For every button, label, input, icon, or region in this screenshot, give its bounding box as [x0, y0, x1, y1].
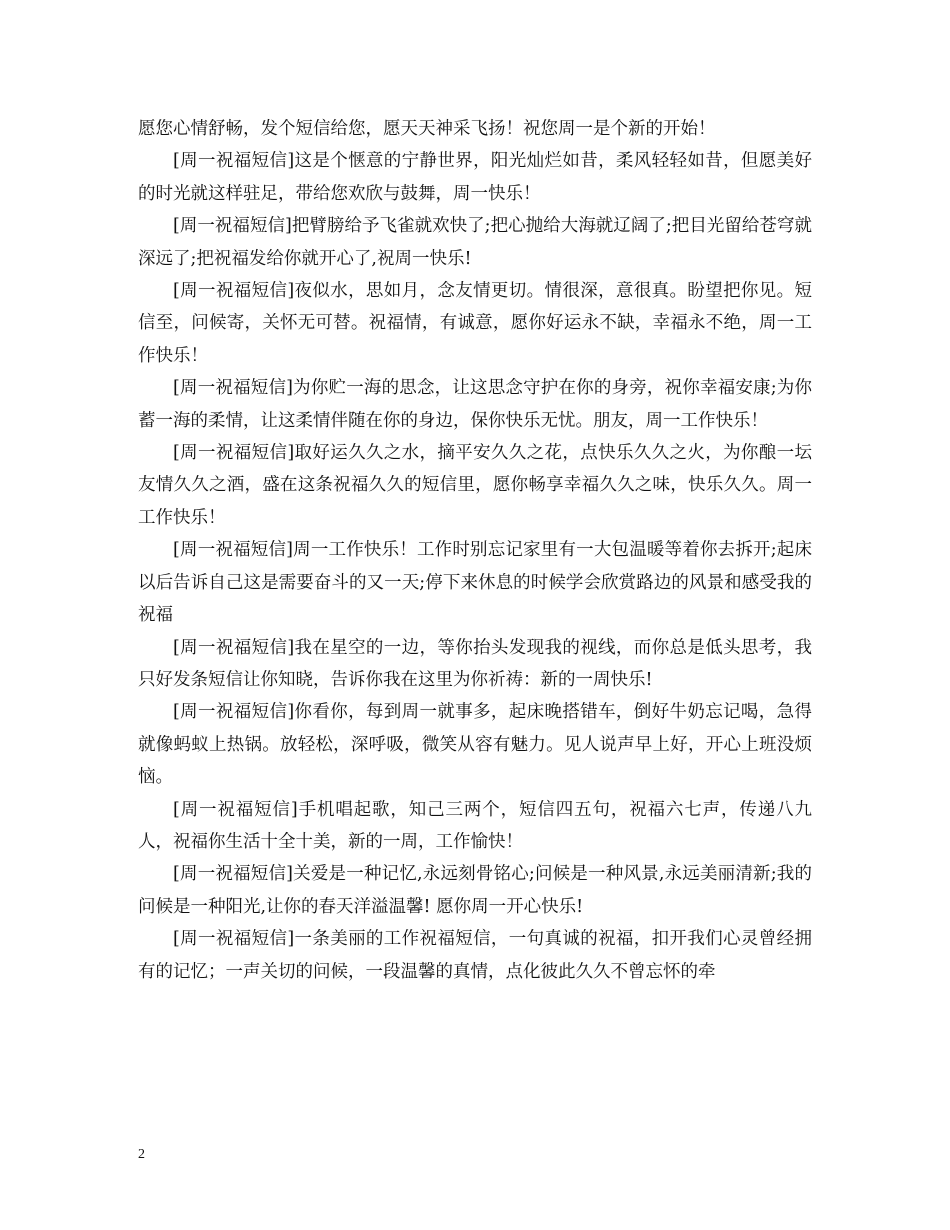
paragraph: [周一祝福短信]一条美丽的工作祝福短信，一句真诚的祝福，扣开我们心灵曾经拥有的记忆；一声关切的问候，一段温馨的真情，点化彼此久久不曾忘怀的牵 — [138, 929, 812, 982]
paragraph: [周一祝福短信]夜似水，思如月，念友情更切。情很深，意很真。盼望把你见。短信至，问候寄，关怀无可替。祝福情，有诚意，愿你好运永不缺，幸福永不绝，周一工作快乐！ — [138, 281, 812, 366]
paragraph: [周一祝福短信]把臂膀给予飞雀就欢快了;把心抛给大海就辽阔了;把目光留给苍穹就深远了;把祝福发给你就开心了,祝周一快乐! — [138, 216, 812, 269]
paragraph: [周一祝福短信]手机唱起歌，知己三两个，短信四五句，祝福六七声，传递八九人，祝福你生活十全十美，新的一周，工作愉快！ — [138, 799, 812, 852]
paragraph: [周一祝福短信]我在星空的一边，等你抬头发现我的视线，而你总是低头思考，我只好发条短信让你知晓，告诉你我在这里为你祈祷：新的一周快乐! — [138, 637, 812, 690]
paragraph: [周一祝福短信]为你贮一海的思念，让这思念守护在你的身旁，祝你幸福安康;为你蓄一海的柔情，让这柔情伴随在你的身边，保你快乐无忧。朋友，周一工作快乐！ — [138, 378, 812, 431]
paragraph: [周一祝福短信]你看你，每到周一就事多，起床晚搭错车，倒好牛奶忘记喝，急得就像蚂蚁上热锅。放轻松，深呼吸，微笑从容有魅力。见人说声早上好，开心上班没烦恼。 — [138, 702, 812, 788]
paragraph: [周一祝福短信]这是个惬意的宁静世界，阳光灿烂如昔，柔风轻轻如昔，但愿美好的时光就这样驻足，带给您欢欣与鼓舞，周一快乐！ — [138, 151, 812, 204]
page-number: 2 — [138, 1147, 145, 1162]
document-body — [138, 113, 812, 988]
paragraph: [周一祝福短信]关爱是一种记忆,永远刻骨铭心;问候是一种风景,永远美丽清新;我的问候是一种阳光,让你的春天洋溢温馨! 愿你周一开心快乐! — [138, 864, 812, 917]
paragraph: 愿您心情舒畅，发个短信给您，愿天天神采飞扬！祝您周一是个新的开始！ — [138, 119, 716, 139]
paragraph: [周一祝福短信]周一工作快乐！工作时别忘记家里有一大包温暖等着你去拆开;起床以后告诉自己这是需要奋斗的又一天;停下来休息的时候学会欣赏路边的风景和感受我的祝福 — [138, 540, 812, 626]
paragraph: [周一祝福短信]取好运久久之水，摘平安久久之花，点快乐久久之火，为你酿一坛友情久久之酒，盛在这条祝福久久的短信里，愿你畅享幸福久久之味，快乐久久。周一工作快乐！ — [138, 443, 812, 528]
